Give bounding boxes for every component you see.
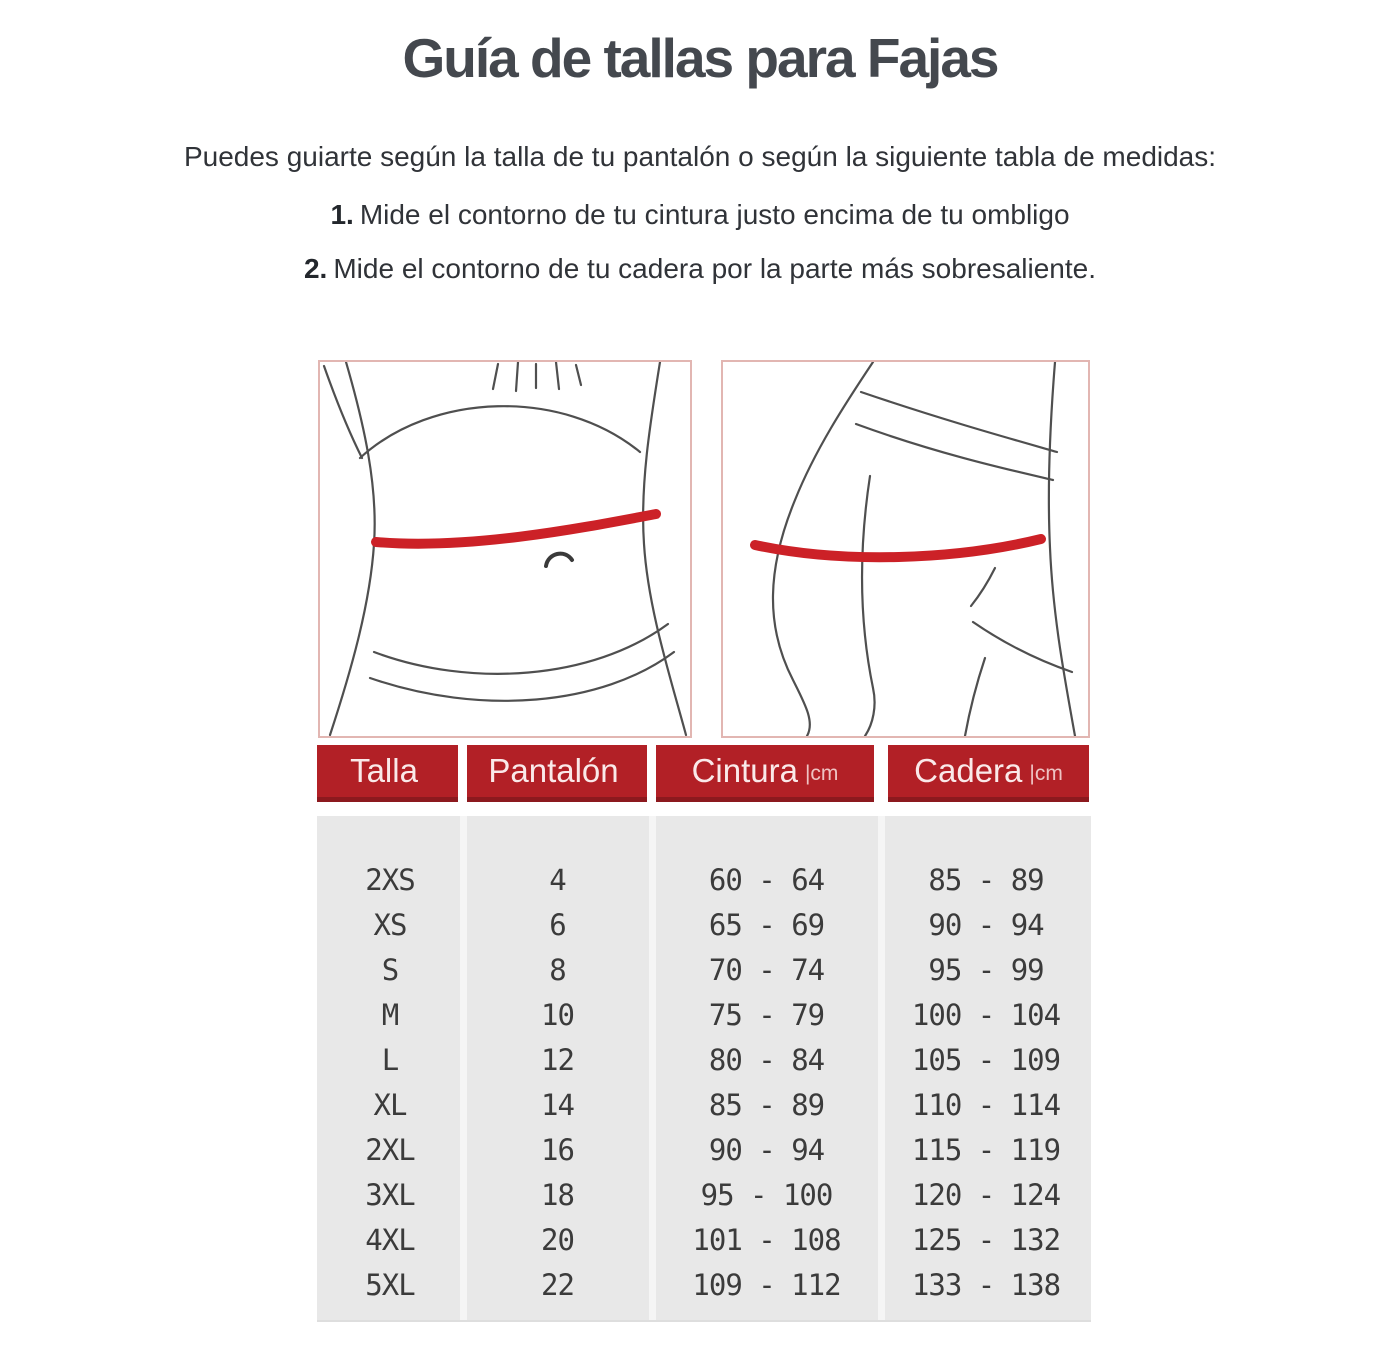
arm-left-line (324, 366, 362, 458)
table-cell: 120 - 124 (911, 1177, 1061, 1212)
table-cell: S (381, 952, 399, 987)
table-cell: 16 (541, 1132, 574, 1167)
step-2 (0, 253, 1400, 285)
table-row (317, 1217, 1091, 1262)
table-cell: 125 - 132 (911, 1222, 1061, 1257)
waistband-upper (861, 392, 1057, 452)
table-cell: XS (373, 907, 407, 942)
header-pantalon (467, 745, 647, 802)
header-cadera-unit: |cm (1029, 762, 1063, 785)
table-row (317, 947, 1091, 992)
step-1-text: Mide el contorno de tu cintura justo encima de tu ombligo (359, 199, 1070, 230)
center-seam (862, 476, 874, 736)
gather-mark (576, 365, 581, 385)
table-row (317, 1172, 1091, 1217)
table-cell: 2XS (365, 862, 415, 897)
header-cadera (888, 745, 1089, 802)
header-talla (317, 745, 458, 802)
hip-side-illustration (721, 360, 1090, 738)
step-1-number: 1. (330, 199, 354, 230)
header-talla-label: Talla (350, 752, 418, 789)
table-cell: 4 (549, 862, 566, 897)
page-title: Guía de tallas para Fajas (402, 27, 998, 89)
table-cell: 8 (549, 952, 566, 987)
navel (546, 554, 572, 566)
table-cell: 75 - 79 (708, 997, 825, 1032)
hip-measure-red-line (755, 539, 1041, 557)
table-cell: M (381, 997, 399, 1032)
table-cell: 101 - 108 (692, 1222, 841, 1257)
table-row (317, 1127, 1091, 1172)
gather-mark (516, 362, 518, 391)
table-cell: 80 - 84 (708, 1042, 825, 1077)
table-cell: 3XL (365, 1177, 415, 1212)
pants-waistband-upper (374, 624, 668, 674)
gather-mark (493, 364, 498, 389)
hip-side-drawing (723, 362, 1088, 736)
waist-front-illustration (318, 360, 692, 738)
table-cell: 95 - 99 (928, 952, 1044, 987)
intro-text: Puedes guiarte según la talla de tu pantalón o según la siguiente tabla de medidas: (183, 141, 1217, 172)
body-left-contour (330, 362, 375, 735)
table-cell: 85 - 89 (928, 862, 1044, 897)
table-cell: XL (373, 1087, 407, 1122)
table-cell: 22 (541, 1267, 574, 1302)
waistband-lower (856, 424, 1053, 480)
header-cadera-label: Cadera (914, 752, 1023, 789)
waist-front-drawing (320, 362, 690, 736)
header-cintura-unit: |cm (804, 762, 839, 785)
table-cell: 109 - 112 (692, 1267, 841, 1302)
table-cell: 100 - 104 (911, 997, 1061, 1032)
step-2-text: Mide el contorno de tu cadera por la parte más sobresaliente. (333, 253, 1097, 284)
table-row (317, 1037, 1091, 1082)
table-cell: 10 (541, 997, 574, 1032)
bra-bottom-arc (360, 406, 640, 458)
table-row (317, 857, 1091, 902)
header-cintura (656, 745, 874, 802)
table-row (317, 902, 1091, 947)
table-cell: 2XL (365, 1132, 415, 1167)
table-cell: L (381, 1042, 399, 1077)
table-cell: 133 - 138 (911, 1267, 1061, 1302)
table-cell: 6 (549, 907, 566, 942)
table-cell: 95 - 100 (700, 1177, 833, 1212)
table-cell: 110 - 114 (911, 1087, 1061, 1122)
waist-measure-red-line (376, 514, 656, 544)
table-row (317, 1262, 1091, 1307)
table-cell: 12 (541, 1042, 574, 1077)
table-cell: 90 - 94 (928, 907, 1044, 942)
table-cell: 4XL (365, 1222, 415, 1257)
step-1 (0, 199, 1400, 231)
table-cell: 115 - 119 (911, 1132, 1061, 1167)
table-cell: 105 - 109 (911, 1042, 1061, 1077)
body-right-contour (643, 362, 686, 735)
table-cell: 85 - 89 (708, 1087, 825, 1122)
size-table-body (317, 816, 1091, 1322)
gather-mark (556, 362, 559, 389)
table-row (317, 992, 1091, 1037)
header-cintura-label: Cintura (691, 752, 798, 789)
table-row (317, 1082, 1091, 1127)
table-cell: 5XL (365, 1267, 415, 1302)
table-cell: 18 (541, 1177, 574, 1212)
table-cell: 65 - 69 (708, 907, 825, 942)
table-cell: 20 (541, 1222, 574, 1257)
step-2-number: 2. (303, 253, 328, 284)
header-pantalon-label: Pantalón (488, 752, 619, 789)
table-cell: 90 - 94 (708, 1132, 825, 1167)
table-cell: 70 - 74 (708, 952, 825, 987)
table-cell: 14 (541, 1087, 574, 1122)
pants-waistband-lower (370, 652, 674, 701)
table-cell: 60 - 64 (708, 862, 825, 897)
back-contour (1049, 362, 1075, 736)
seam-mark (971, 568, 995, 606)
leg-seam-vertical (965, 658, 985, 736)
